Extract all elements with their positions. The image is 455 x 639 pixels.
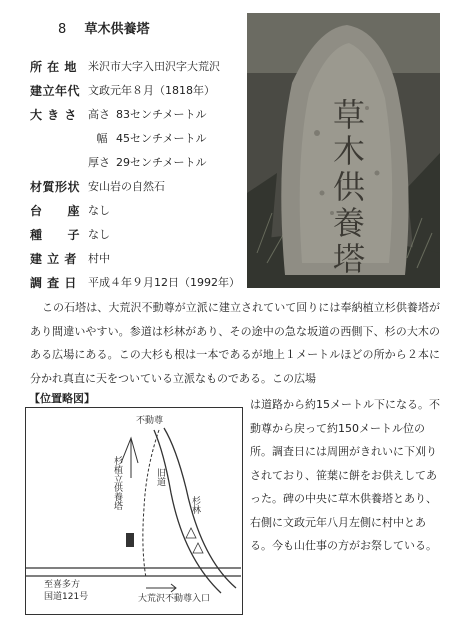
title-number: 8 — [58, 22, 67, 37]
old-road — [143, 430, 159, 578]
body-text: この石塔は、大荒沢不動尊が立派に建立されていて回りには奉納植立杉供養塔があり間違いやすい。参道は杉林があり、その途中の急な坂道の西側下、杉の大木のある広場にある。この大杉も根は一本であるが地上１メートルほどの所から２本に分かれ真直に天をついている立派なものである。この広場 — [30, 301, 440, 385]
map-label-sugibayashi: 杉林 — [190, 496, 200, 514]
location-arrow — [121, 438, 138, 478]
title — [58, 18, 150, 37]
title-name: 草木供養塔 — [84, 22, 150, 37]
map-label-kyudo: 旧道 — [155, 468, 165, 486]
info-survey-date: 調 査 日 平成４年９月12日（1992年） — [30, 276, 240, 290]
monument-marker — [126, 533, 134, 547]
info-size: 大 き さ 高さ 83センチメートル 幅 45センチメートル 厚さ 29センチメートル — [30, 108, 207, 169]
location-map — [25, 407, 243, 615]
info-child: 種 子 なし — [30, 228, 110, 242]
info-builder: 建 立 者 村中 — [30, 252, 110, 266]
side-text: は道路から約15メートル下になる。不動尊から戻って約150メートル位の所。調査日には周囲がきれいに下刈りされており、笹葉に餅をお供えしてあった。碑の中央に草木供養塔とあり、右側に文政元年八月左側に村中とある。今も山仕事の方がお祭している。 — [250, 398, 440, 552]
map-title: 【位置略図】 — [29, 392, 95, 405]
map-label-entrance: 大荒沢不動尊入口 — [138, 594, 211, 604]
info-location: 所 在 地 米沢市大字入田沢字大荒沢 — [30, 60, 220, 74]
info-erected-date: 建立年代 文政元年８月（1818年） — [30, 84, 215, 98]
info-pedestal: 台 座 なし — [30, 204, 110, 218]
map-label-kuyoto: 杉植立供養塔 — [112, 456, 122, 510]
map-label-fudoson: 不動尊 — [136, 416, 164, 426]
monument-photo — [247, 13, 440, 288]
map-label-kitakata: 至喜多方 — [44, 580, 81, 590]
monument-inscription: 草木供養塔 — [328, 98, 366, 278]
info-table — [30, 58, 245, 298]
info-material: 材質形状 安山岩の自然石 — [30, 180, 165, 194]
map-label-route: 国道121号 — [44, 592, 89, 602]
